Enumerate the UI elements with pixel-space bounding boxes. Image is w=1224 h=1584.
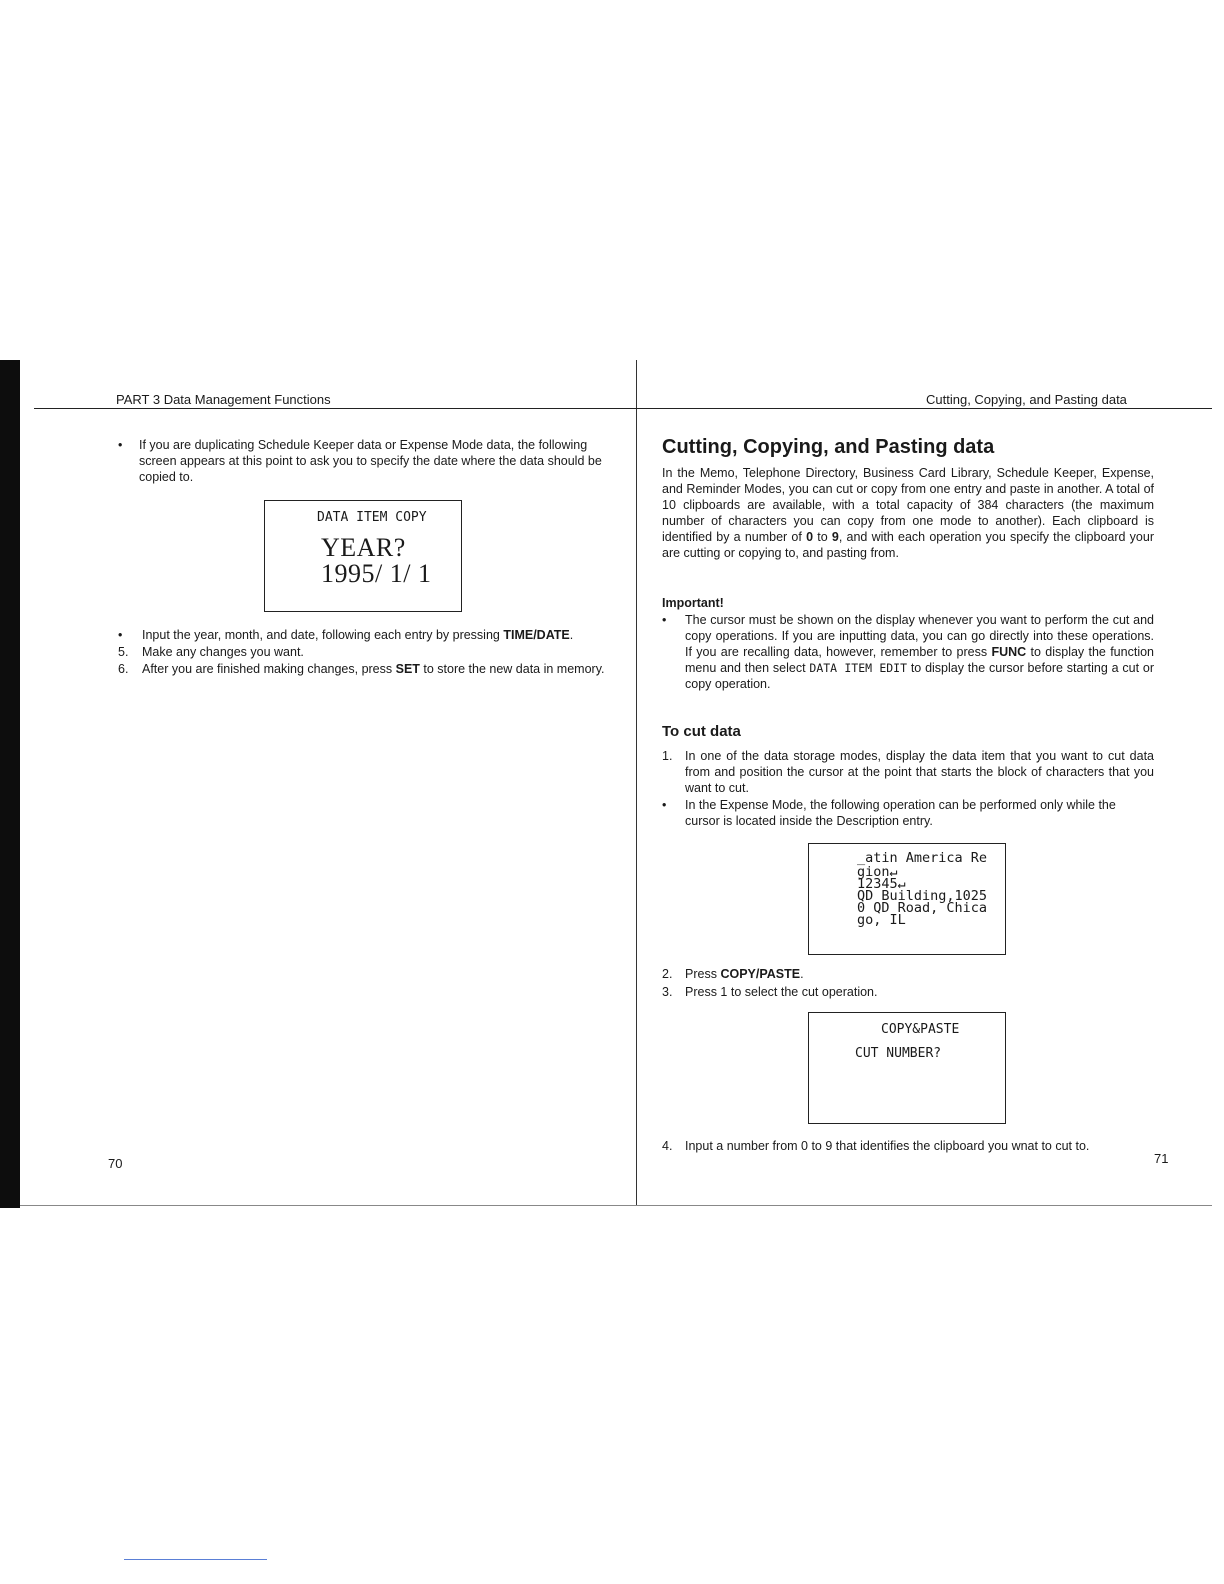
lcd-year-prompt: YEAR? [321,533,406,562]
right-page-number: 71 [1154,1151,1169,1166]
bullet-marker: • [118,628,123,642]
text-part: In the Memo, Telephone Directory, Business Card Library, Schedule Keeper, Expense, and Reminder Modes, you can cut or copy from one entry and paste in another. A total of 10 clipboards are available, with a total capacity of 384 characters (the maximum number of characters you can copy from one mode to another). Each clipboard is identified by a number of [662,466,1154,544]
lcd-screen-data-item-copy [264,500,462,612]
important-bullet-text [685,612,1154,692]
lcd-date-value: 1995/ 1/ 1 [321,559,432,588]
key-func: FUNC [991,645,1027,659]
lcd-line-3: 12345↵ [857,876,906,892]
cut-step-1-bullet [662,797,1154,829]
text-part: to display the cursor before starting a cut or copy operation. [685,661,1155,691]
step-number: 6. [118,662,129,676]
blue-underline [124,1559,267,1560]
important-bullet [662,612,1154,692]
right-page-header: Cutting, Copying, and Pasting data [926,392,1127,407]
cut-step-4 [662,1138,1154,1154]
key-time-date: TIME/DATE [503,628,570,642]
header-rule-right [638,408,1212,409]
lcd-line-4: QD Building,1025 [857,888,988,904]
left-bullet-duplicate-text: If you are duplicating Schedule Keeper data or Expense Mode data, the following screen appears at this point to ask you to specify the date where the data should be copied to. [139,438,602,484]
cut-step-3-text: Press 1 to select the cut operation. [685,985,878,999]
lcd-title: DATA ITEM COPY [317,510,427,525]
number-zero: 0 [806,530,814,544]
text-part: . [569,628,574,642]
section-title: Cutting, Copying, and Pasting data [662,436,995,458]
left-step-6-text [142,661,618,677]
text-part: , and with each operation you specify the clipboard your are cutting or copying to, and pasting from. [662,530,1154,560]
text-part: to store the new data in memory. [419,662,605,676]
step-number: 2. [662,967,673,981]
text-part: to [813,530,832,544]
page-binding-line [636,360,637,1205]
lcd-screen-cut-number [808,1012,1006,1124]
header-rule-left [34,408,638,409]
bullet-marker: • [662,613,667,627]
cut-step-2 [662,966,1154,982]
menu-data-item-edit: DATA ITEM EDIT [809,661,908,675]
lcd-copy-paste-title: COPY&PASTE [881,1022,960,1037]
key-set: SET [395,662,420,676]
cut-step-1-text: In one of the data storage modes, display the data item that you want to cut data from and position the cursor at the point that starts the block of characters that you want to cut. [685,749,1154,795]
left-page-number: 70 [108,1156,123,1171]
left-bullet-duplicate [118,437,610,485]
cut-data-heading: To cut data [662,723,741,740]
cut-step-4-text: Input a number from 0 to 9 that identifies the clipboard you wnat to cut to. [685,1139,1090,1153]
lcd-screen-address-entry [808,843,1006,955]
text-part: Input the year, month, and date, following each entry by pressing [142,628,504,642]
key-copy-paste: COPY/PASTE [720,967,801,981]
text-part: The cursor must be shown on the display whenever you want to perform the cut and copy operations. If you are inputting data, you can go directly into these operations. If you are recalling data, however, remember to press [685,613,1154,659]
cut-step-3 [662,984,1154,1000]
text-part: . [800,967,804,981]
cut-step-2-text [685,966,1154,982]
step-number: 1. [662,749,673,763]
lcd-cut-number-prompt: CUT NUMBER? [855,1046,942,1061]
important-heading: Important! [662,596,724,610]
step-number: 5. [118,645,129,659]
text-part: After you are finished making changes, press [142,662,396,676]
number-nine: 9 [831,530,839,544]
left-bullet-input-date-text [142,627,618,643]
left-step-5 [118,644,618,660]
lcd-line-2: gion↵ [857,864,898,880]
left-step-6 [118,661,618,677]
bullet-marker: • [662,798,667,812]
left-page-header: PART 3 Data Management Functions [116,392,331,407]
lcd-line-5: 0 QD Road, Chica [857,900,988,916]
step-number: 3. [662,985,673,999]
left-step-5-text: Make any changes you want. [142,645,304,659]
step-number: 4. [662,1139,673,1153]
cut-step-1-bullet-text: In the Expense Mode, the following operation can be performed only while the cursor is located inside the Description entry. [685,798,1116,828]
text-part: Press [685,967,721,981]
bullet-marker: • [118,438,123,452]
scan-edge-shadow [0,360,20,1208]
lcd-line-1: _atin America Re [857,850,988,866]
bottom-rule [20,1205,1212,1206]
intro-paragraph [662,465,1154,561]
text-part: to display the function menu and then select [685,645,1154,675]
cut-step-1 [662,748,1154,796]
lcd-line-6: go, IL [857,912,906,928]
left-bullet-input-date [118,627,618,643]
